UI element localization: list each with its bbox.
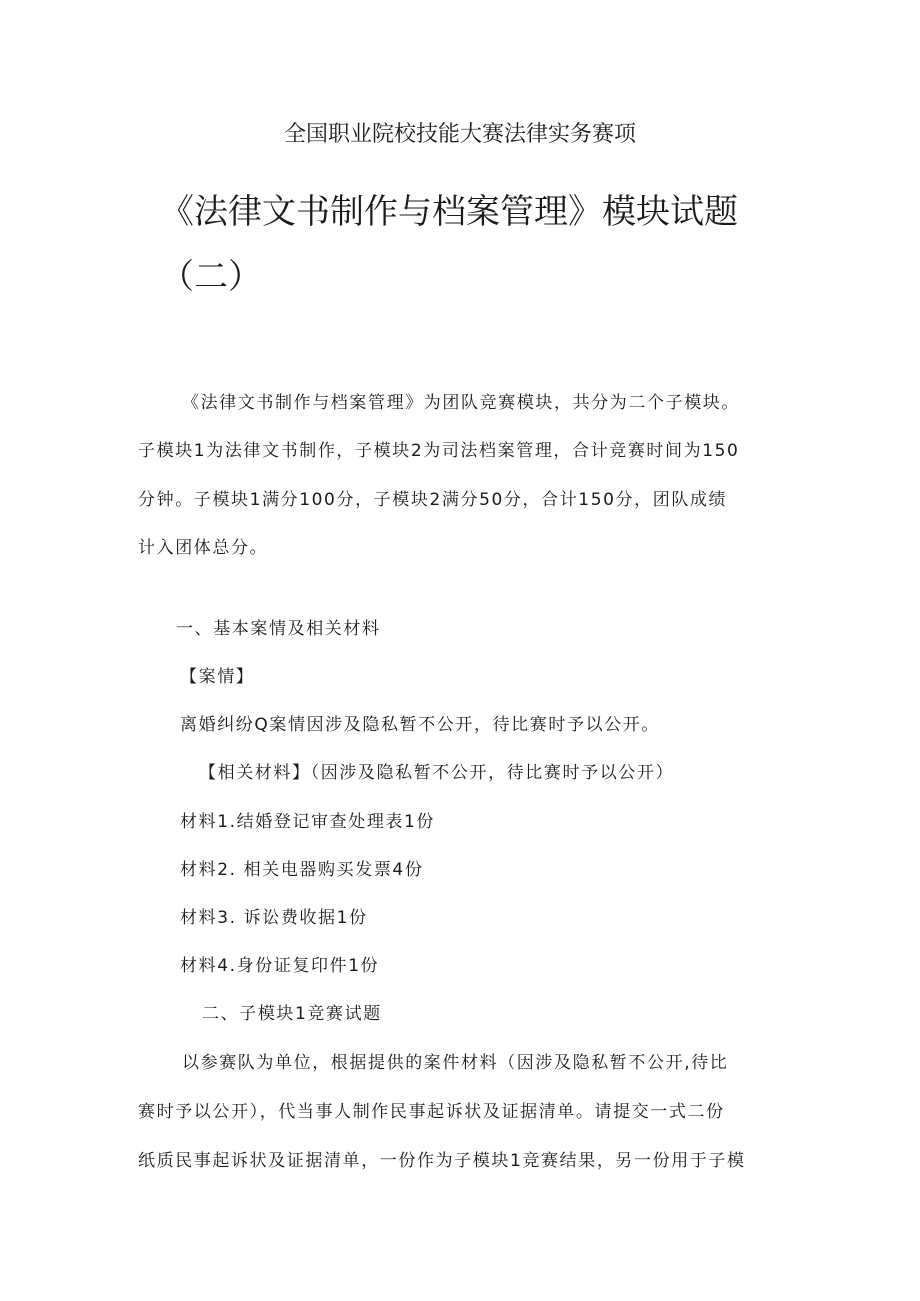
document-subtitle: 全国职业院校技能大赛法律实务赛项 <box>283 122 636 147</box>
material-item: 材料2. 相关电器购买发票4份 <box>180 860 424 880</box>
case-text: 离婚纠纷Q案情因涉及隐私暂不公开，待比赛时予以公开。 <box>180 715 660 735</box>
document-title-continued: （二） <box>160 257 262 297</box>
submodule-1-line-1: 以参赛队为单位，根据提供的案件材料（因涉及隐私暂不公开,待比 <box>182 1053 729 1073</box>
material-item: 材料1.结婚登记审查处理表1份 <box>180 812 436 832</box>
section-heading-case: 一、基本案情及相关材料 <box>176 619 381 639</box>
submodule-1-line-3: 纸质民事起诉状及证据清单，一份作为子模块1竞赛结果，另一份用于子模 <box>138 1151 746 1171</box>
materials-label: 【相关材料】（因涉及隐私暂不公开，待比赛时予以公开） <box>199 763 675 783</box>
intro-line-3: 分钟。子模块1满分100分，子模块2满分50分，合计150分，团队成绩 <box>138 490 728 510</box>
material-item: 材料4.身份证复印件1份 <box>180 956 380 976</box>
intro-line-1: 《法律文书制作与档案管理》为团队竞赛模块，共分为二个子模块。 <box>182 393 740 413</box>
submodule-1-line-2: 赛时予以公开），代当事人制作民事起诉状及证据清单。请提交一式二份 <box>138 1102 725 1122</box>
document-title: 《法律文书制作与档案管理》模块试题 <box>160 192 738 232</box>
intro-line-2: 子模块1为法律文书制作，子模块2为司法档案管理，合计竞赛时间为150 <box>138 441 740 461</box>
case-label: 【案情】 <box>180 667 255 687</box>
material-item: 材料3. 诉讼费收据1份 <box>180 908 368 928</box>
intro-line-4: 计入团体总分。 <box>138 538 269 558</box>
section-heading-submodule-1: 二、子模块1竞赛试题 <box>202 1004 382 1024</box>
